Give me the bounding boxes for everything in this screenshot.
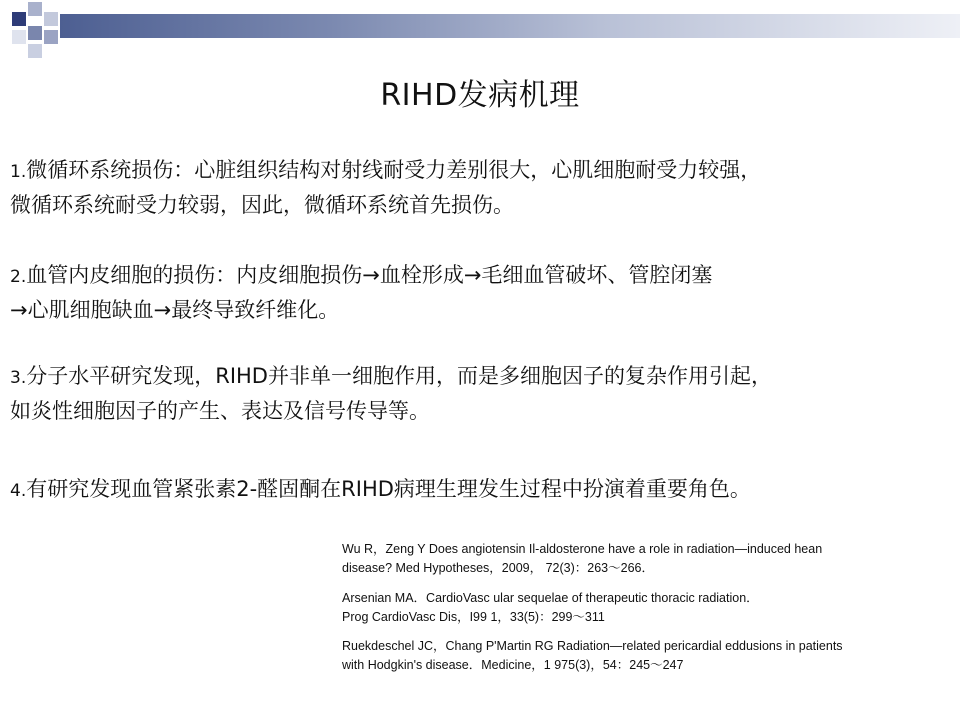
decor-square [28,44,42,58]
decor-square [28,26,42,40]
point-1-line-2: 微循环系统耐受力较弱，因此，微循环系统首先损伤。 [10,193,514,217]
decor-square [44,30,58,44]
point-3 [10,360,955,428]
point-text: 微循环系统损伤：心脏组织结构对射线耐受力差别很大，心肌细胞耐受力较强， [26,158,762,182]
point-2-line-2: →心肌细胞缺血→最终导致纤维化。 [10,298,340,322]
point-1 [10,154,955,222]
point-2 [10,259,955,327]
point-1-line-1 [10,154,955,189]
decor-square [12,12,26,26]
point-3-line-2: 如炎性细胞因子的产生、表达及信号传导等。 [10,399,430,423]
decor-square [12,30,26,44]
reference-3 [342,637,942,675]
point-number: 1. [10,162,27,182]
point-text: 分子水平研究发现，RIHD并非单一细胞作用，而是多细胞因子的复杂作用引起， [26,364,772,388]
point-3-line-1 [10,360,955,395]
point-4 [10,473,955,508]
slide-title: RIHD发病机理 [380,78,580,113]
point-4-line-1 [10,473,955,508]
reference-line: with Hodgkin's disease．Medicine，1 975(3)，54：245～247 [342,658,684,672]
point-2-line-1 [10,259,955,294]
reference-line: Wu R，Zeng Y Does angiotensin Il-aldosterone have a role in radiation—induced hean [342,542,823,556]
point-text: 有研究发现血管紧张素2-醛固酮在RIHD病理生理发生过程中扮演着重要角色。 [26,477,751,501]
header-gradient-bar [60,14,960,38]
point-number: 3. [10,368,27,388]
reference-line: Prog CardioVasc Dis，I99 1，33(5)：299～311 [342,610,605,624]
reference-1 [342,540,942,578]
decor-square [44,12,58,26]
point-number: 2. [10,267,27,287]
point-text: 血管内皮细胞的损伤：内皮细胞损伤→血栓形成→毛细血管破坏、管腔闭塞 [26,263,713,287]
reference-line: Arsenian MA．CardioVasc ular sequelae of therapeutic thoracic radiation． [342,591,759,605]
reference-2 [342,589,942,627]
point-number: 4. [10,481,27,501]
reference-line: Ruekdeschel JC，Chang P'Martin RG Radiation—related pericardial eddusions in patients [342,639,843,653]
reference-line: disease? Med Hypotheses，2009， 72(3)：263～266． [342,561,654,575]
decor-square [28,2,42,16]
